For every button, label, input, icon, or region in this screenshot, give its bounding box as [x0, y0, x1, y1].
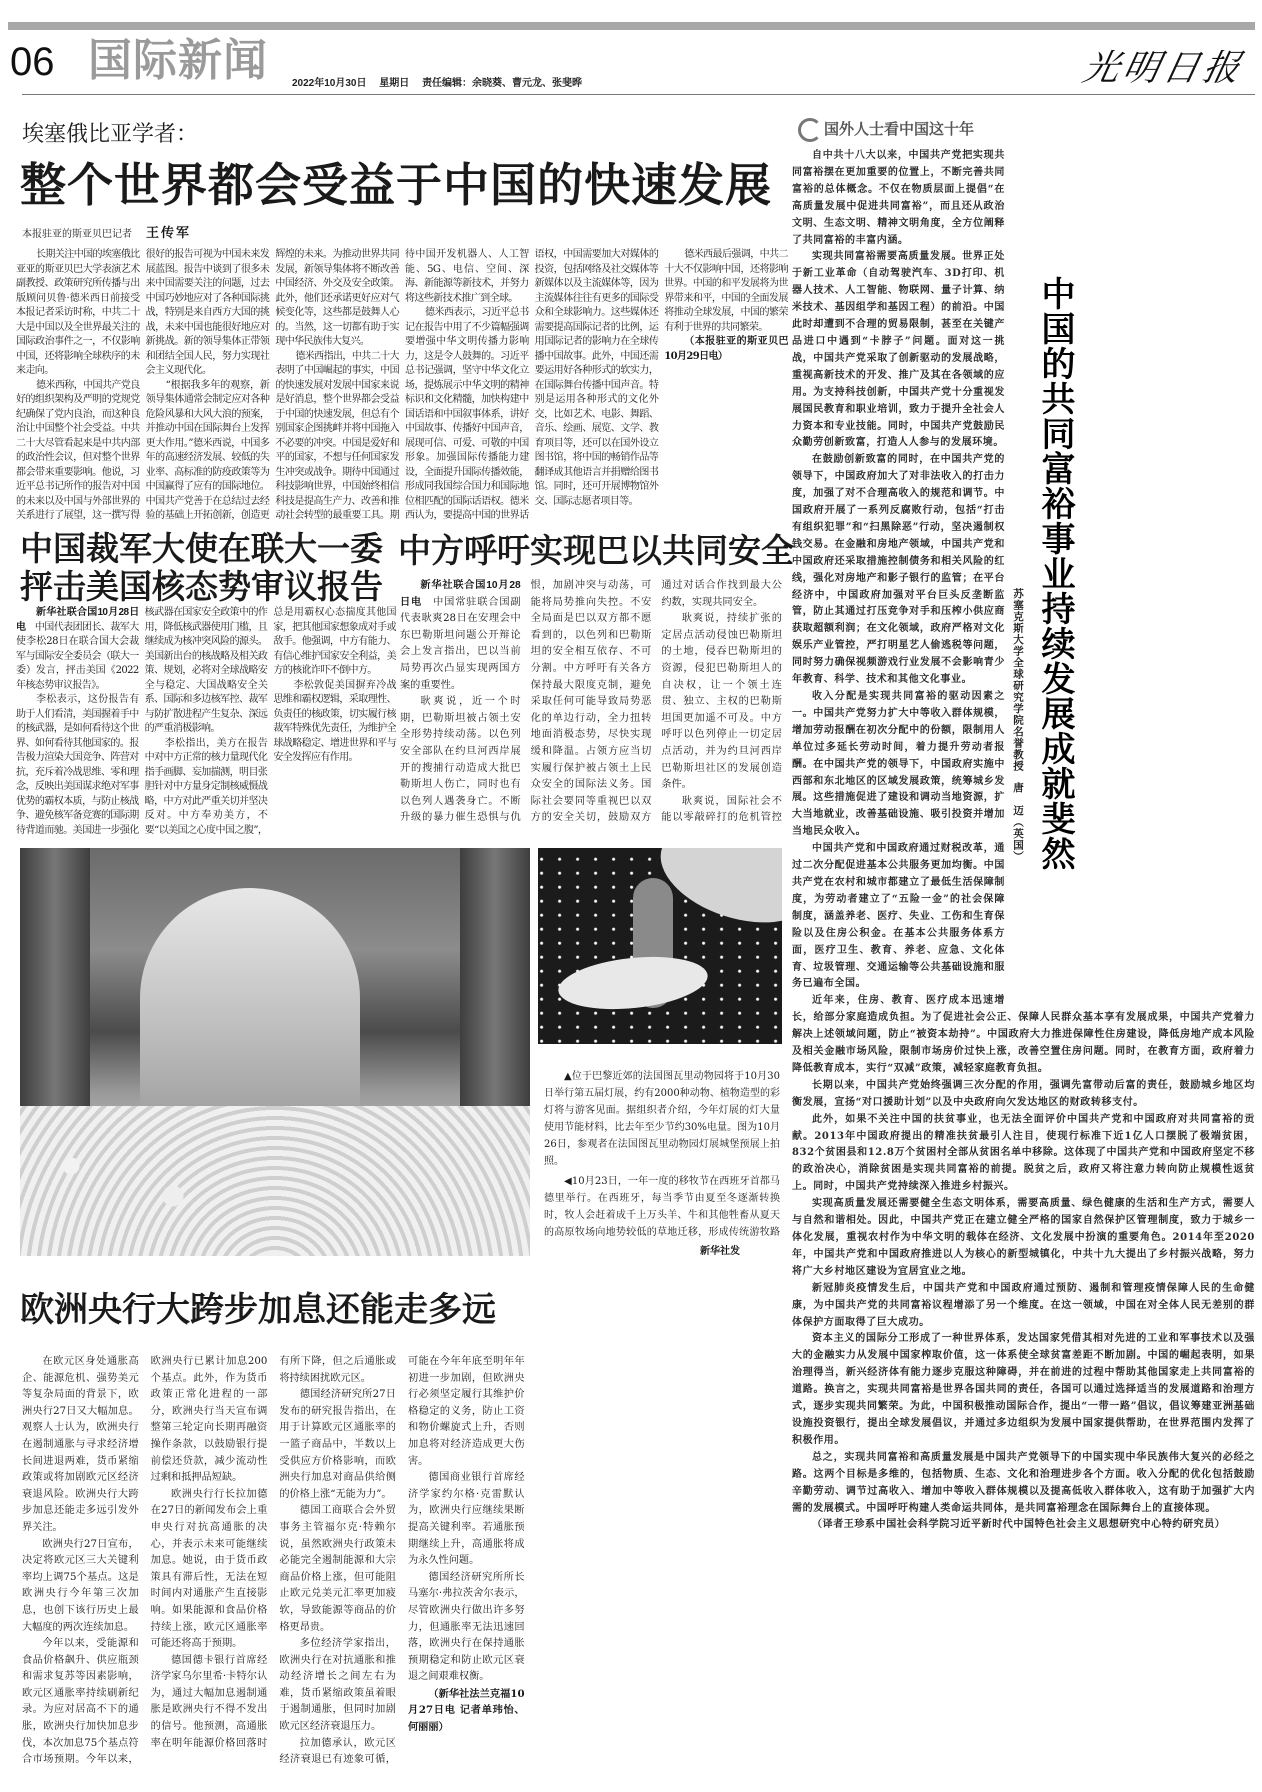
- paragraph: 德国德卡银行首席经济学家乌尔里希·卡特尔认为，通过大幅加息遏制通胀是欧洲央行不得不发出的信号。他预测，高通胀率在明年能源价格回落时有所下降，但之后通胀或将持续困扰欧元区。: [150, 1356, 396, 1749]
- header-divider: [22, 94, 1255, 95]
- article2-headline: [20, 530, 383, 606]
- right-column-title-block: [1005, 148, 1255, 996]
- paragraph: 长期关注中国的埃塞俄比亚亚的斯亚贝巴大学表演艺术副教授、政策研究所传播与出版顾问贝鲁·德米西日前接受本报记者采访时称，中共二十大是中国以及全世界最关注的国际政治事件之一，不仅影响中国，还将影响全球秩序的未来走向。: [16, 249, 140, 376]
- paragraph: 德米西称，中国共产党良好的组织架构及严明的党规党纪确保了党内良治，而这种良治让中国整个社会受益。中共二十大尽管看起来是中共内部的政治性会议，但对整个世界都会带来重要影响。他说，习近平总书记所作的报告对中国的未来以及中国与外部世界的关系进行了展望，这一撰写得很好的报告可视为中国未来发展蓝图。报告中谈到了很多未来中国需要关注的问题，过去中国巧妙地应对了各种国际挑战，特别是来自西方大国的挑战，未来中国也能很好地应对新挑战。新的领导集体正带领和团结全国人民，努力实现社会主义现代化。: [16, 249, 270, 521]
- photo-pillar: [460, 848, 530, 1148]
- paragraph: [400, 578, 521, 694]
- section-title: 国际新闻: [88, 35, 268, 86]
- headline-line: 中国裁军大使在联大一委: [20, 529, 383, 568]
- paragraph: 总之，实现共同富裕和高质量发展是中国共产党领导下的中国实现中华民族伟大复兴的必经之路。这两个目标是多维的，包括物质、生态、文化和治理进步各个方面。收入分配的优化包括鼓励辛勤劳动、调节过高收入、增加中等收入群体规模以及提高低收入群体收入，这有助于加强扩大内需的发展模式。中国呼吁构建人类命运共同体，是共同富裕理念在国际舞台上的直接体现。: [792, 1451, 1255, 1514]
- paragraph: 欧洲央行行长拉加德在27日的新闻发布会上重申央行对抗高通胀的决心，并表示未来可能继续加息。她说，由于货币政策具有滞后性，无法在短时间内对通胀产生直接影响。如果能源和食品价格持续上涨，欧元区通胀率可能还将高于预期。: [150, 1488, 268, 1650]
- dateline-lead: 新华社联合国10月28日电: [400, 580, 521, 608]
- paragraph-text: 中国代表团团长、裁军大使李松28日在联合国大会裁军与国际安全委员会（联大一委）发言，抨击美国《2022年核态势审议报告》。: [16, 621, 139, 691]
- paragraph: 此外，如果不关注中国的扶贫事业，也无法全面评价中国共产党和中国政府对共同富裕的贡献。2013年中国政府提出的精准扶贫最引人注目，使现行标准下近1亿人口摆脱了极端贫困，832个贫困县和12.8万个贫困村全部从贫困名单中移除。这体现了中国共产党和中国政府坚定不移的政治决心，消除贫困是实现共同富裕的前提。脱贫之后，政府又将注意力转向防止规模性返贫上。同时，中国共产党持续深入推进乡村振兴。: [792, 1113, 1255, 1193]
- right-column-headline: 中国的共同富裕事业持续发展成就斐然: [1035, 276, 1075, 871]
- caption-lantern: ▲位于巴黎近郊的法国图瓦里动物园将于10月30日举行第五届灯展，约有2000种动物、植物造型的彩灯将与游客见面。据组织者介绍，今年灯展的灯大量使用节能材料，比去年至少节约30%电量。图为10月26日，参观者在法国图瓦里动物园灯展城堡预展上拍照。: [544, 1071, 780, 1167]
- paragraph-text: 中国常驻联合国副代表耿爽28日在安理会中东巴勒斯坦问题公开辩论会上发言指出，巴以当前局势再次凸显实现两国方案的重要性。: [400, 596, 521, 691]
- article1-headline: 整个世界都会受益于中国的快速发展: [20, 158, 772, 212]
- paragraph: 中国共产党和中国政府通过财税改革，通过二次分配促进基本公共服务更加均衡。中国共产党在农村和城市都建立了最低生活保障制度，为劳动者建立了“五险一金”的社会保障制度，涵盖养老、医疗、失业、工伤和生育保险以及住房公积金。在基本公共服务体系方面，医疗卫生、教育、养老、应急、文化体育、垃圾管理、交通运输等公共基础设施和服务已遍布全国。: [792, 843, 1005, 990]
- issue-info: [292, 74, 592, 89]
- paragraph: 李松敦促美国摒弃冷战思维和霸权逻辑，采取理性、负责任的核政策，切实履行核裁军特殊优先责任，为维护全球战略稳定、增进世界和平与安全发挥应有作用。: [273, 679, 396, 763]
- byline-name: 唐 迈（英国）: [1012, 782, 1024, 863]
- top-bar: [8, 22, 1255, 30]
- caption-sheep: ◀10月23日，一年一度的移牧节在西班牙首都马德里举行。在西班牙，每当季节由夏至冬逐渐转换时，牧人会赶着成千上万头羊、牛和其他牲畜从夏天的高原牧场向地势较低的草地迁移，形成传统游牧路: [544, 1176, 780, 1238]
- paragraph: 新冠肺炎疫情发生后，中国共产党和中国政府通过预防、遏制和管理疫情保障人民的生命健康，为中国共产党的共同富裕议程增添了另一个维度。在这一领域，中国在对全体人民无差别的群体保护方面取得了巨大成功。: [792, 1282, 1255, 1328]
- article3-headline: 中方呼吁实现巴以共同安全: [398, 531, 794, 570]
- paragraph: 拉加德承认，欧元区经济衰退已有迹象可循，可能在今年年底至明年年初进一步加剧，但欧洲央行必须坚定履行其维护价格稳定的义务，防止工资和物价螺旋式上升，否则加息将对经济造成更大伤害。: [279, 1356, 525, 1766]
- paragraph: 德国商业银行首席经济学家约尔格·克雷默认为，欧洲央行应继续果断提高关键利率。若通胀预期继续上升，高通胀将成为永久性问题。: [407, 1472, 525, 1567]
- page-number: 06: [10, 40, 55, 84]
- article3-body: [400, 578, 782, 840]
- byline-title: 苏塞克斯大学全球研究学院名誉教授: [1012, 588, 1024, 772]
- photo-pillar: [20, 848, 90, 1148]
- paragraph: 实现共同富裕需要高质量发展。世界正处于新工业革命（自动驾驶汽车、3D打印、机器人技术、人工智能、物联网、量子计算、纳米技术、基因组学和基因工程）的前沿。中国此时却遭到不合理的贸易限制，甚至在关键产品进口中遇到“卡脖子”问题。面对这一挑战，中国共产党采取了创新驱动的发展战略，重视高新技术的开发、推广及其在各领域的应用。为支持科技创新，中国共产党十分重视发展国民教育和职业培训，致力于提升全社会人力资本和专业技能。同时，中国共产党鼓励民众勤劳创新致富，打造人人参与的发展环境。: [792, 251, 1005, 449]
- issue-date: 2022年10月30日: [292, 78, 367, 89]
- paragraph: 近年来，住房、教育、医疗成本迅速增长，给部分家庭造成负担。为了促进社会公正、保障人民群众基本享有发展成果，中国共产党着力解决上述领域问题，防止“被资本劫持”。中国政府大力推进保障性住房建设，降低房地产成本风险及相关金融市场风险，限制市场房价过快上涨，改善空置住房问题。同时，在教育方面，政府着力降低教育成本，实行“双减”政策，减轻家庭教育负担。: [792, 995, 1255, 1074]
- paragraph: 资本主义的国际分工形成了一种世界体系，发达国家凭借其相对先进的工业和军事技术以及强大的金融实力从发展中国家榨取价值，这一体系使全球贫富差距不断加剧。中国的崛起表明，如果治理得当，新兴经济体有能力逐步克服这种障碍，并在前进的过程中帮助其他国家走上共同富裕的道路。换言之，实现共同富裕是世界各国共同的责任，各国可以通过选择适当的发展道路和治理方式，逐步实现共同繁荣。为此，中国积极推动国际合作，提出“一带一路”倡议，倡议筹建亚洲基础设施投资银行，提出全球发展倡议，并通过多边组织为发展中国家提供帮助，在世界范围内发挥了积极作用。: [792, 1333, 1255, 1446]
- byline-label: 本报驻亚的斯亚贝巴记者: [22, 229, 132, 240]
- paragraph: 在欧元区身处通胀高企、能源危机、强势美元等复杂局面的背景下，欧洲央行27日又大幅加息。观察人士认为，欧洲央行在遏制通胀与寻求经济增长间进退两难，货币紧缩政策或将加剧欧元区经济衰退风险。欧洲央行大跨步加息还能走多远引发外界关注。: [22, 1356, 139, 1533]
- series-logo-icon: [798, 118, 822, 142]
- article1-closing: （本报驻亚的斯亚贝巴10月29日电）: [664, 336, 788, 362]
- issue-weekday: 星期日: [379, 78, 410, 89]
- right-column-body: [792, 148, 1255, 1708]
- paragraph: 耿爽说，近一个时期，巴勒斯坦被占领土安全形势持续动荡。以色列安全部队在约旦河西岸展开的搜捕行动造成大批巴勒斯坦人伤亡，同时也有以色列人遇袭身亡。不断升级的暴力催生恐惧与仇恨，加剧冲突与动荡，可能将局势推向失控。不安全局面是巴以双方都不愿看到的，以色列和巴勒斯坦的安全相互依存、不可分割。中方呼吁有关各方保持最大限度克制，避免采取任何可能导致局势恶化的单边行动，全力扭转地面消极态势，尽快实现缓和降温。占领方应当切实履行保护被占领土上民众安全的国际法义务。国际社会要同等重视巴以双方的安全关切，鼓励双方通过对话合作找到最大公约数，实现共同安全。: [400, 580, 782, 824]
- paragraph: 实现高质量发展还需要健全生态文明体系，需要高质量、绿色健康的生活和生产方式，需要人与自然和谐相处。因此，中国共产党正在建立健全严格的国家自然保护区管理制度，致力于城乡一体化发展，重视农村作为中华文明的载体在经济、文化发展中扮演的重要角色。2014年至2020年，中国共产党和中国政府推进以人为核心的新型城镇化，中共十九大提出了乡村振兴战略，努力将广大乡村地区建设为宜居宜业之地。: [792, 1198, 1255, 1277]
- headline-line: 抨击美国核态势审议报告: [20, 567, 383, 606]
- paragraph: 多位经济学家指出，欧洲央行在对抗通胀和推动经济增长之间左右为难，货币紧缩政策虽着眼于遏制通胀，但同时加剧欧元区经济衰退压力。: [279, 1638, 396, 1733]
- photo-captions: [544, 1068, 780, 1240]
- series-badge-text: 国外人士看中国这十年: [824, 121, 975, 138]
- paragraph: 德米西最后强调，中共二十大不仅影响中国，还将影响世界。中国的和平发展将为世界带来和平，中国的全面发展将推动全球发展，中国的繁荣有利于世界的共同繁荣。: [664, 249, 788, 333]
- paragraph: 德国经济研究所所长马塞尔·弗拉茨舍尔表示，尽管欧洲央行做出许多努力，但通胀率无法迅速回落，欧洲央行在保持通胀预期稳定和防止欧元区衰退之间艰难权衡。: [407, 1571, 525, 1683]
- photo-sheep-flock: [20, 1106, 530, 1256]
- paragraph: 耿爽说，国际社会不能以零敲碎打的危机管控: [661, 795, 782, 824]
- paragraph: 李松表示，这份报告有助于人们看清，美国握着手中的核武器，是如何看待这个世界、如何看待其他国家的。报告极力渲染大国竞争、阵营对抗，充斥着冷战思维、零和理念，反映出美国谋求绝对军事优势的霸权本质，与防止核战争、避免核军备竞赛的国际期待背道而驰。美国进一步强化核武器在国家安全政策中的作用，降低核武器使用门槛，且继续成为核冲突风险的源头。美国新出台的核战略及相关政策、规划，必将对全球战略安全与稳定、大国战略安全关系、国际和多边核军控、裁军与防扩散进程产生复杂、深远的严重消极影响。: [16, 607, 268, 836]
- article1-body: [16, 248, 788, 524]
- article1-kicker: 埃塞俄比亚学者：: [22, 121, 199, 146]
- paragraph: 长期以来，中国共产党始终强调三次分配的作用，强调先富带动后富的责任，鼓励城乡地区均衡发展，宣扬“对口援助计划”以及中央政府向欠发达地区的财政转移支付。: [792, 1079, 1255, 1108]
- dateline-lead: 新华社联合国10月28日电: [16, 607, 139, 633]
- right-column-byline: [1011, 588, 1025, 863]
- editors: 责任编辑：余晓葵、曹元龙、张斐晔: [422, 78, 583, 89]
- byline-name: 王传军: [146, 226, 192, 241]
- article4-headline: 欧洲央行大跨步加息还能走多远: [20, 1290, 496, 1330]
- paragraph: 耿爽说，持续扩张的定居点活动侵蚀巴勒斯坦的土地，侵吞巴勒斯坦的资源，侵犯巴勒斯坦人的自决权，让一个领土连贯、独立、主权的巴勒斯坦国更加遥不可及。中方呼吁以色列停止一切定居点活动，并为约旦河西岸巴勒斯坦社区的发展创造条件。: [661, 613, 782, 791]
- right-column-closing: （译者王珍系中国社会科学院习近平新时代中国特色社会主义思想研究中心特约研究员）: [812, 1519, 1226, 1531]
- article4-body: [22, 1354, 782, 1784]
- paragraph: 德米西表示，习近平总书记在报告中用了不少篇幅强调要增强中华文明传播力影响力，这是令人鼓舞的。习近平总书记强调，坚守中华文化立场，提炼展示中华文明的精神标识和文化精髓，加快构建中国话语和中国叙事体系，讲好中国故事、传播好中国声音，展现可信、可爱、可敬的中国形象。加强国际传播能力建设，全面提升国际传播效能，形成同我国综合国力和国际地位相匹配的国际话语权。德米西认为，要提高中国的世界话语权，中国需要加大对媒体的投资，包括网络及社交媒体等新媒体以及主流媒体等，因为主流媒体往往有更多的国际受众和全球影响力。这些媒体还需要提高国际记者的比例，运用国际记者的影响力在全球传播中国故事。此外，中国还需要运用好各种形式的软实力，在国际舞台传播中国声音。特别是运用各种形式的文化外交，比如艺术、电影、舞蹈、音乐、绘画、展览、文学、教育项目等，还可以在国外设立图书馆，将中国的畅销作品等翻译成其他语言并捐赠给图书馆。同时，还可开展博物馆外交、国际志愿者项目等。: [404, 249, 659, 521]
- photo-lantern-festival: [538, 848, 782, 1044]
- paragraph: “根据我多年的观察，新领导集体通常会制定应对各种危险风暴和大风大浪的预案，并推动中国在国际舞台上发挥更大作用。”德米西说，中国多年的高速经济发展、较低的失业率、高标准的防疫政策等为中国赢得了应有的国际地位。中国共产党善于在总结过去经验的基础上开拓创新，创造更辉煌的未来。为推动世界共同发展，新领导集体将不断改善中国经济、外交及安全政策。此外，他们还承诺更好应对气候变化等，这些都是鼓舞人心的。当然，这一切都有助于实现中华民族伟大复兴。: [145, 249, 399, 521]
- paragraph: 欧洲央行27日宣布，决定将欧元区三大关键利率均上调75个基点。这是欧洲央行今年第三次加息，也创下该行历史上最大幅度的两次连续加息。: [22, 1538, 139, 1633]
- paragraph: 今年以来，受能源和食品价格飙升、供应瓶颈和需求复苏等因素影响，欧元区通胀率持续刷新纪录。为应对居高不下的通胀，欧洲央行加快加息步伐，本次加息75个基点符合市场预期。今年以来，欧洲央行已累计加息200个基点。此外，作为货币政策正常化进程的一部分，欧洲央行当天宣布调整第三轮定向长期再融资操作条款，以鼓励银行提前偿还贷款，减少流动性过剩和抵押品短缺。: [22, 1356, 268, 1766]
- paragraph: [16, 606, 139, 693]
- paragraph: 德米西指出，中共二十大表明了中国崛起的事实，中国的快速发展对发展中国家来说是好消息，整个世界都会受益于中国的快速发展，但总有个别国家企图挑衅并将中国拖入不必要的冲突。中国是爱好和平的国家，不想与任何国家发生冲突或战争。期待中国通过科技影响世界，中国始终相信科技是提高生产力、改善和推动社会转型的最重要工具。期待中国开发机器人、人工智能、5G、电信、空间、深海、新能源等新技术，并努力将这些新技术推广到全球。: [275, 249, 529, 521]
- paragraph: 德国工商联合会外贸事务主管福尔克·特赖尔说，虽然欧洲央行政策未必能完全遏制能源和大宗商品价格上涨，但可能阻止欧元兑美元汇率更加疲软，导致能源等商品的价格更昂贵。: [279, 1505, 396, 1633]
- paragraph: 收入分配是实现共同富裕的驱动因素之一。中国共产党努力扩大中等收入群体规模，增加劳动报酬在初次分配中的份额，限制用人单位过多延长劳动时间，着力提升劳动者报酬。在中国共产党的领导下，中国政府实施中西部和东北地区的区域发展政策，统筹城乡发展。这些措施促进了建设和调动当地资源，扩大当地就业，改善基础设施、吸引投资并增加当地民众收入。: [792, 691, 1005, 838]
- photo-madrid-sheep: [20, 848, 530, 1256]
- article2-body: [16, 606, 396, 842]
- photo-credit: 新华社发: [700, 1246, 740, 1257]
- series-badge: [798, 118, 974, 142]
- paragraph: 德国经济研究所27日发布的研究报告指出，在用于计算欧元区通胀率的一篮子商品中，半数以上受供应方价格影响，而欧洲央行加息对商品供给侧的价格上涨“无能为力”。: [279, 1389, 396, 1500]
- paragraph: 自中共十八大以来，中国共产党把实现共同富裕摆在更加重要的位置上，不断完善共同富裕的总体概念。不仅在物质层面上提倡“在高质量发展中促进共同富裕”，而且还从政治文明、生态文明、精神文明角度，全方位阐释了共同富裕的丰富内涵。: [792, 150, 1005, 246]
- paragraph: 在鼓励创新致富的同时，在中国共产党的领导下，中国政府加大了对非法收入的打击力度，加强了对不合理高收入的规范和调节。中国政府开展了一系列反腐败行动，包括“打击有组织犯罪”和“扫黑除恶”行动，坚决遏制权钱交易。在金融和房地产领域，中国共产党和中国政府还采取措施控制债务和相关风险的红线，强化对房地产和影子银行的监管；在平台经济中，中国政府加强对平台巨头反垄断监管，防止其通过打压竞争对手和压榨小供应商获取超额利润；在文化领域，政府严格对文化娱乐产业管控，严打明星艺人偷逃税等问题，同时努力确保视频游戏行业发展不会影响青少年教育、科学、技术和其他文化事业。: [792, 454, 1005, 686]
- paragraph: 李松指出，美方在报告中对中方正常的核力量现代化指手画脚、妄加揣测，明目张胆针对中方量身定制核威慑战略，中方对此严重关切并坚决反对。中方奉劝美方，不要“以美国之心度中国之腹”，总是用霸权心态揣度其他国家，把其他国家想象成对手或敌手。他强调，中方有能力、有信心维护国家安全利益，美方的核讹诈吓不倒中方。: [144, 607, 396, 836]
- masthead-logo: 光明日报: [1078, 48, 1248, 89]
- photo-arch: [140, 888, 360, 1128]
- article1-byline: [22, 226, 191, 243]
- article4-closing: （新华社法兰克福10月27日电 记者单玮怡、何丽丽）: [407, 1687, 525, 1734]
- photo-whale-lantern: [556, 950, 710, 1015]
